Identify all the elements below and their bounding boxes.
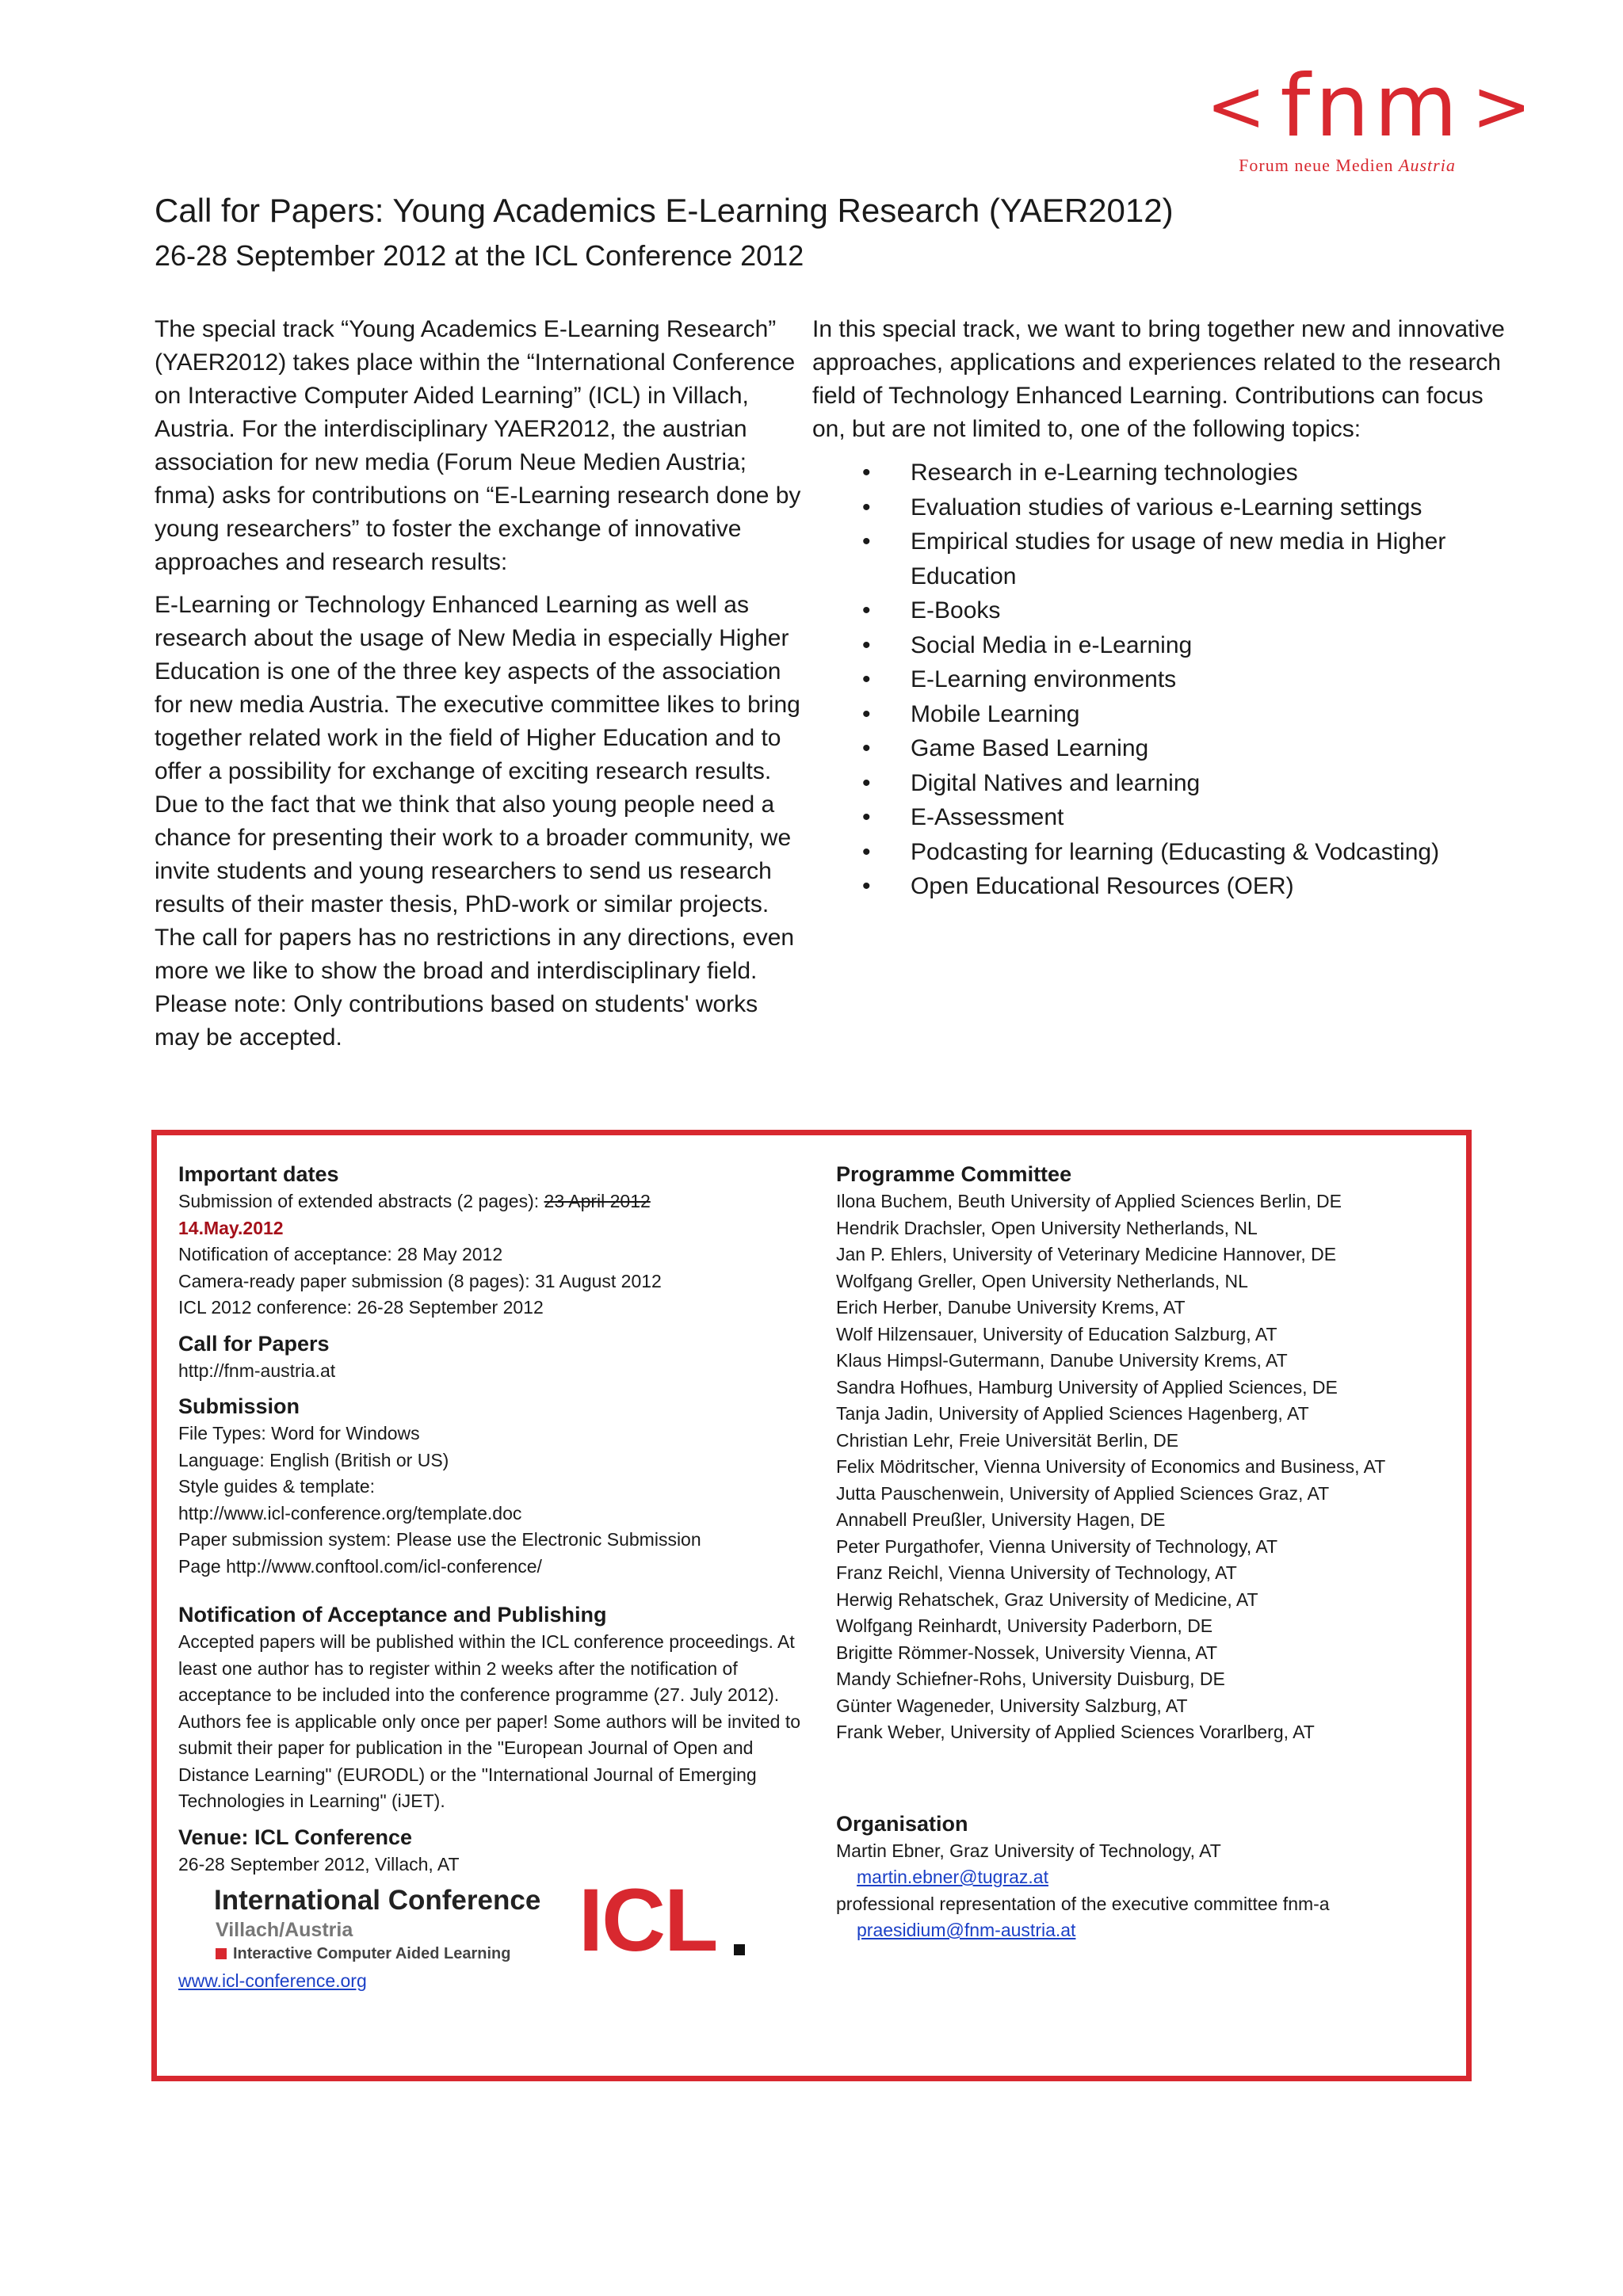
list-item: • Podcasting for learning (Educasting & Vodcasting): [812, 835, 1510, 870]
list-item: • Research in e-Learning technologies: [812, 456, 1510, 490]
venue-heading: Venue: ICL Conference: [178, 1825, 413, 1849]
committee-member: Sandra Hofhues, Hamburg University of Applied Sciences, DE: [836, 1376, 1338, 1398]
list-item: • Open Educational Resources (OER): [812, 869, 1510, 904]
intro-paragraph-2: E-Learning or Technology Enhanced Learning as well as research about the usage of New Media in especially Higher Education is one of the three key aspects of the association for new media Austria. The executive committee likes to bring together related work in the field of Higher Education and to offer a possibility for exchange of exciting research results. Due to the fact that we think that also young people need a chance for presenting their work to a broader community, we invite students and young researchers to send us research results of their master thesis, PhD-work or similar projects. The call for papers has no restrictions in any directions, even more we like to show the broad and interdisciplinary field. Please note: Only contributions based on students' works may be accepted.: [155, 592, 800, 1051]
list-item: • E-Learning environments: [812, 662, 1510, 697]
submission-page: Page http://www.conftool.com/icl-conference/: [178, 1555, 542, 1577]
bullet-icon: •: [862, 769, 871, 796]
submission-heading: Submission: [178, 1394, 300, 1418]
cfp-heading: Call for Papers: [178, 1331, 330, 1356]
representation-email-link[interactable]: praesidium@fnm-austria.at: [857, 1920, 1076, 1940]
bullet-icon: •: [862, 494, 871, 521]
committee-member: Wolfgang Reinhardt, University Paderborn, DE: [836, 1615, 1213, 1636]
organiser-name: Martin Ebner, Graz University of Technology, AT: [836, 1840, 1221, 1861]
icl-dot-icon: [734, 1944, 745, 1955]
important-dates-heading: Important dates: [178, 1162, 339, 1186]
committee-member: Franz Reichl, Vienna University of Technology, AT: [836, 1562, 1237, 1583]
bullet-icon: •: [862, 528, 871, 555]
bullet-icon: •: [862, 666, 871, 692]
fnm-logo: [1197, 57, 1537, 176]
bullet-icon: •: [862, 873, 871, 899]
intro-paragraph-3: In this special track, we want to bring together new and innovative approaches, applications and experiences related to the research field of Technology Enhanced Learning. Contributions can focus on, but are not limited to, one of the following topics:: [812, 316, 1505, 442]
list-item: • Game Based Learning: [812, 731, 1510, 766]
submission-system: Paper submission system: Please use the Electronic Submission: [178, 1529, 701, 1550]
cfp-url: http://fnm-austria.at: [178, 1360, 336, 1381]
page-subtitle: 26-28 September 2012 at the ICL Conference 2012: [155, 239, 804, 272]
organiser-email-link[interactable]: martin.ebner@tugraz.at: [857, 1867, 1048, 1887]
fnm-logo-mark: < fnm >: [1206, 57, 1537, 156]
intro-left-column: [155, 313, 804, 1064]
committee-member: Felix Mödritscher, Vienna University of Economics and Business, AT: [836, 1456, 1386, 1477]
bullet-icon: •: [862, 838, 871, 865]
notification-text: Accepted papers will be published within the ICL conference proceedings. At least one author has to register within 2 weeks after the notification of acceptance to be included into the conference programme (27. July 2012). Authors fee is applicable only once per paper! Some authors will be invited to submit their paper for publication in the "European Journal of Open and Distance Learning" (EURODL) or the "International Journal of Emerging Technologies in Learning" (iJET).: [178, 1631, 801, 1811]
committee-member: Mandy Schiefner-Rohs, University Duisburg, DE: [836, 1669, 1225, 1689]
committee-member: Hendrik Drachsler, Open University Netherlands, NL: [836, 1217, 1258, 1238]
file-types: File Types: Word for Windows: [178, 1423, 420, 1444]
committee-member: Wolf Hilzensauer, University of Education Salzburg, AT: [836, 1323, 1277, 1344]
committee-member: Ilona Buchem, Beuth University of Applied Sciences Berlin, DE: [836, 1191, 1342, 1211]
page-title: Call for Papers: Young Academics E-Learning Research (YAER2012): [155, 192, 1174, 229]
committee-member: Günter Wageneder, University Salzburg, AT: [836, 1695, 1188, 1716]
committee-member: Wolfgang Greller, Open University Netherlands, NL: [836, 1270, 1248, 1291]
committee-member: Christian Lehr, Freie Universität Berlin, DE: [836, 1429, 1179, 1451]
bullet-icon: •: [862, 460, 871, 486]
venue-text: 26-28 September 2012, Villach, AT: [178, 1853, 460, 1875]
intro-right-column: [812, 313, 1510, 904]
template-url: http://www.icl-conference.org/template.doc: [178, 1502, 522, 1524]
committee-member: Herwig Rehatschek, Graz University of Medicine, AT: [836, 1589, 1258, 1610]
list-item: • Mobile Learning: [812, 697, 1510, 732]
committee-member: Brigitte Römmer-Nossek, University Vienna, AT: [836, 1642, 1218, 1663]
bullet-icon: •: [862, 700, 871, 727]
committee-member: Jutta Pauschenwein, University of Applied Sciences Graz, AT: [836, 1482, 1330, 1504]
committee-member: Jan P. Ehlers, University of Veterinary Medicine Hannover, DE: [836, 1244, 1337, 1264]
committee-member: Tanja Jadin, University of Applied Sciences Hagenberg, AT: [836, 1403, 1309, 1424]
committee-member: Peter Purgathofer, Vienna University of Technology, AT: [836, 1535, 1278, 1557]
list-item: • Evaluation studies of various e-Learning settings: [812, 490, 1510, 525]
committee-member: Klaus Himpsl-Gutermann, Danube University Krems, AT: [836, 1350, 1288, 1371]
list-item: • E-Assessment: [812, 800, 1510, 835]
style-guides: Style guides & template:: [178, 1476, 376, 1497]
language: Language: English (British or US): [178, 1449, 449, 1470]
notification-heading: Notification of Acceptance and Publishing: [178, 1603, 607, 1627]
list-item: • Empirical studies for usage of new media in Higher Education: [812, 524, 1510, 593]
icl-square-icon: [216, 1948, 227, 1959]
camera-ready-date: Camera-ready paper submission (8 pages): 31 August 2012: [178, 1270, 662, 1291]
topics-list: [812, 456, 1510, 904]
notification-date: Notification of acceptance: 28 May 2012: [178, 1244, 503, 1264]
representation-text: professional representation of the executive committee fnm-a: [836, 1893, 1330, 1914]
list-item: • E-Books: [812, 593, 1510, 628]
list-item: • Digital Natives and learning: [812, 766, 1510, 801]
intro-paragraph-1: The special track “Young Academics E-Learning Research” (YAER2012) takes place within the “International Conference on Interactive Computer Aided Learning” (ICL) in Villach, Austria. For the interdisciplinary YAER2012, the austrian association for new media (Forum Neue Medien Austria; fnma) asks for contributions on “E-Learning research done by young researchers” to foster the exchange of innovative approaches and research results:: [155, 316, 801, 575]
bullet-icon: •: [862, 804, 871, 830]
list-item: • Social Media in e-Learning: [812, 628, 1510, 663]
submission-date: Submission of extended abstracts (2 pages): 23 April 2012: [178, 1191, 651, 1211]
icl-website-link[interactable]: www.icl-conference.org: [178, 1970, 367, 1991]
committee-member: Erich Herber, Danube University Krems, AT: [836, 1297, 1186, 1318]
bullet-icon: •: [862, 631, 871, 658]
info-box-left: [178, 1160, 804, 1995]
fnm-logo-tagline: Forum neue Medien Austria: [1239, 155, 1456, 175]
conference-date: ICL 2012 conference: 26-28 September 2012: [178, 1297, 544, 1318]
old-deadline: 23 April 2012: [544, 1191, 651, 1211]
info-box-right: [836, 1160, 1470, 1944]
icl-logo: International Conference Villach/Austria Interactive Computer Aided Learning ICL: [214, 1884, 753, 1963]
committee-member: Frank Weber, University of Applied Sciences Vorarlberg, AT: [836, 1722, 1315, 1742]
committee-member: Annabell Preußler, University Hagen, DE: [836, 1509, 1166, 1530]
bullet-icon: •: [862, 735, 871, 761]
committee-heading: Programme Committee: [836, 1162, 1072, 1186]
bullet-icon: •: [862, 597, 871, 624]
organisation-heading: Organisation: [836, 1811, 968, 1836]
new-deadline: 14.May.2012: [178, 1217, 284, 1238]
